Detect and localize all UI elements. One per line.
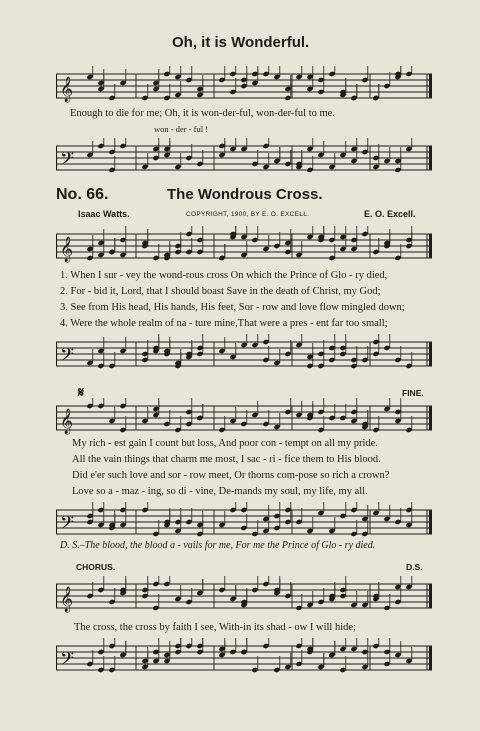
verse2-line-a: 2. For - bid it, Lord, that I should boast Save in the death of Christ, my God;: [60, 286, 381, 297]
verse2-line-b: All the vain things that charm me most, I sac - ri - fice them to His blood.: [72, 454, 381, 465]
song1-treble-staff: [56, 66, 432, 106]
verse3-line-a: 3. See from His head, His hands, His feet, Sor - row and love flow mingled down;: [60, 302, 405, 313]
fine-mark: FINE.: [402, 388, 424, 398]
song2-title: The Wondrous Cross.: [167, 186, 323, 203]
svg-text:𝄞: 𝄞: [60, 409, 74, 434]
system3-treble-staff: [56, 576, 432, 616]
svg-text:𝄞: 𝄞: [60, 237, 74, 262]
verse3-line-b: Did e'er such love and sor - row meet, Or thorns com-pose so rich a crown?: [72, 470, 390, 481]
staff-lines: [56, 138, 432, 178]
staff-lines: [56, 66, 432, 106]
chorus-lyrics: The cross, the cross by faith I see, With-in its shad - ow I will hide;: [74, 622, 356, 633]
verse4-line-a: 4. Were the whole realm of na - ture mine,That were a pres - ent far too small;: [60, 318, 388, 329]
system3-bass-staff: [56, 638, 432, 678]
ds-text-line: D. S.–The blood, the blood a - vails for me, For me the Prince of Glo - ry died.: [60, 540, 376, 551]
staff-lines: [56, 334, 432, 374]
copyright: COPYRIGHT, 1900, BY E. O. EXCELL.: [186, 211, 310, 218]
system2-bass-staff: [56, 502, 432, 542]
system1-bass-staff: [56, 334, 432, 374]
staff-lines: [56, 226, 432, 266]
staff-lines: [56, 638, 432, 678]
staff-lines: [56, 576, 432, 616]
svg-text:𝄞: 𝄞: [60, 77, 74, 102]
svg-text:𝄢: 𝄢: [60, 345, 75, 370]
staff-lines: [56, 398, 432, 438]
song1-lyrics: Enough to die for me; Oh, it is won-der-ful, won-der-ful to me.: [70, 108, 335, 119]
song1-bass-staff: [56, 138, 432, 178]
segno-mark: 𝄋: [78, 384, 85, 400]
svg-text:𝄢: 𝄢: [60, 649, 75, 674]
chorus-label: CHORUS.: [76, 562, 116, 572]
verse4-line-b: Love so a - maz - ing, so di - vine, De-mands my soul, my life, my all.: [72, 486, 368, 497]
staff-lines: [56, 502, 432, 542]
system1-treble-staff: [56, 226, 432, 266]
verse1-line-a: 1. When I sur - vey the wond-rous cross On which the Prince of Glo - ry died,: [60, 270, 388, 281]
system2-treble-staff: [56, 398, 432, 438]
verse1-line-b: My rich - est gain I count but loss, And poor con - tempt on all my pride.: [72, 438, 378, 449]
hymn-number: No. 66.: [56, 186, 109, 203]
ds-label: D.S.: [406, 562, 423, 572]
author: Isaac Watts.: [78, 209, 130, 219]
composer: E. O. Excell.: [364, 209, 416, 219]
song1-title: Oh, it is Wonderful.: [172, 34, 310, 51]
svg-text:𝄢: 𝄢: [60, 513, 75, 538]
svg-text:𝄞: 𝄞: [60, 587, 74, 612]
svg-text:𝄢: 𝄢: [60, 149, 75, 174]
song1-alto-text: won - der - ful !: [154, 124, 209, 134]
